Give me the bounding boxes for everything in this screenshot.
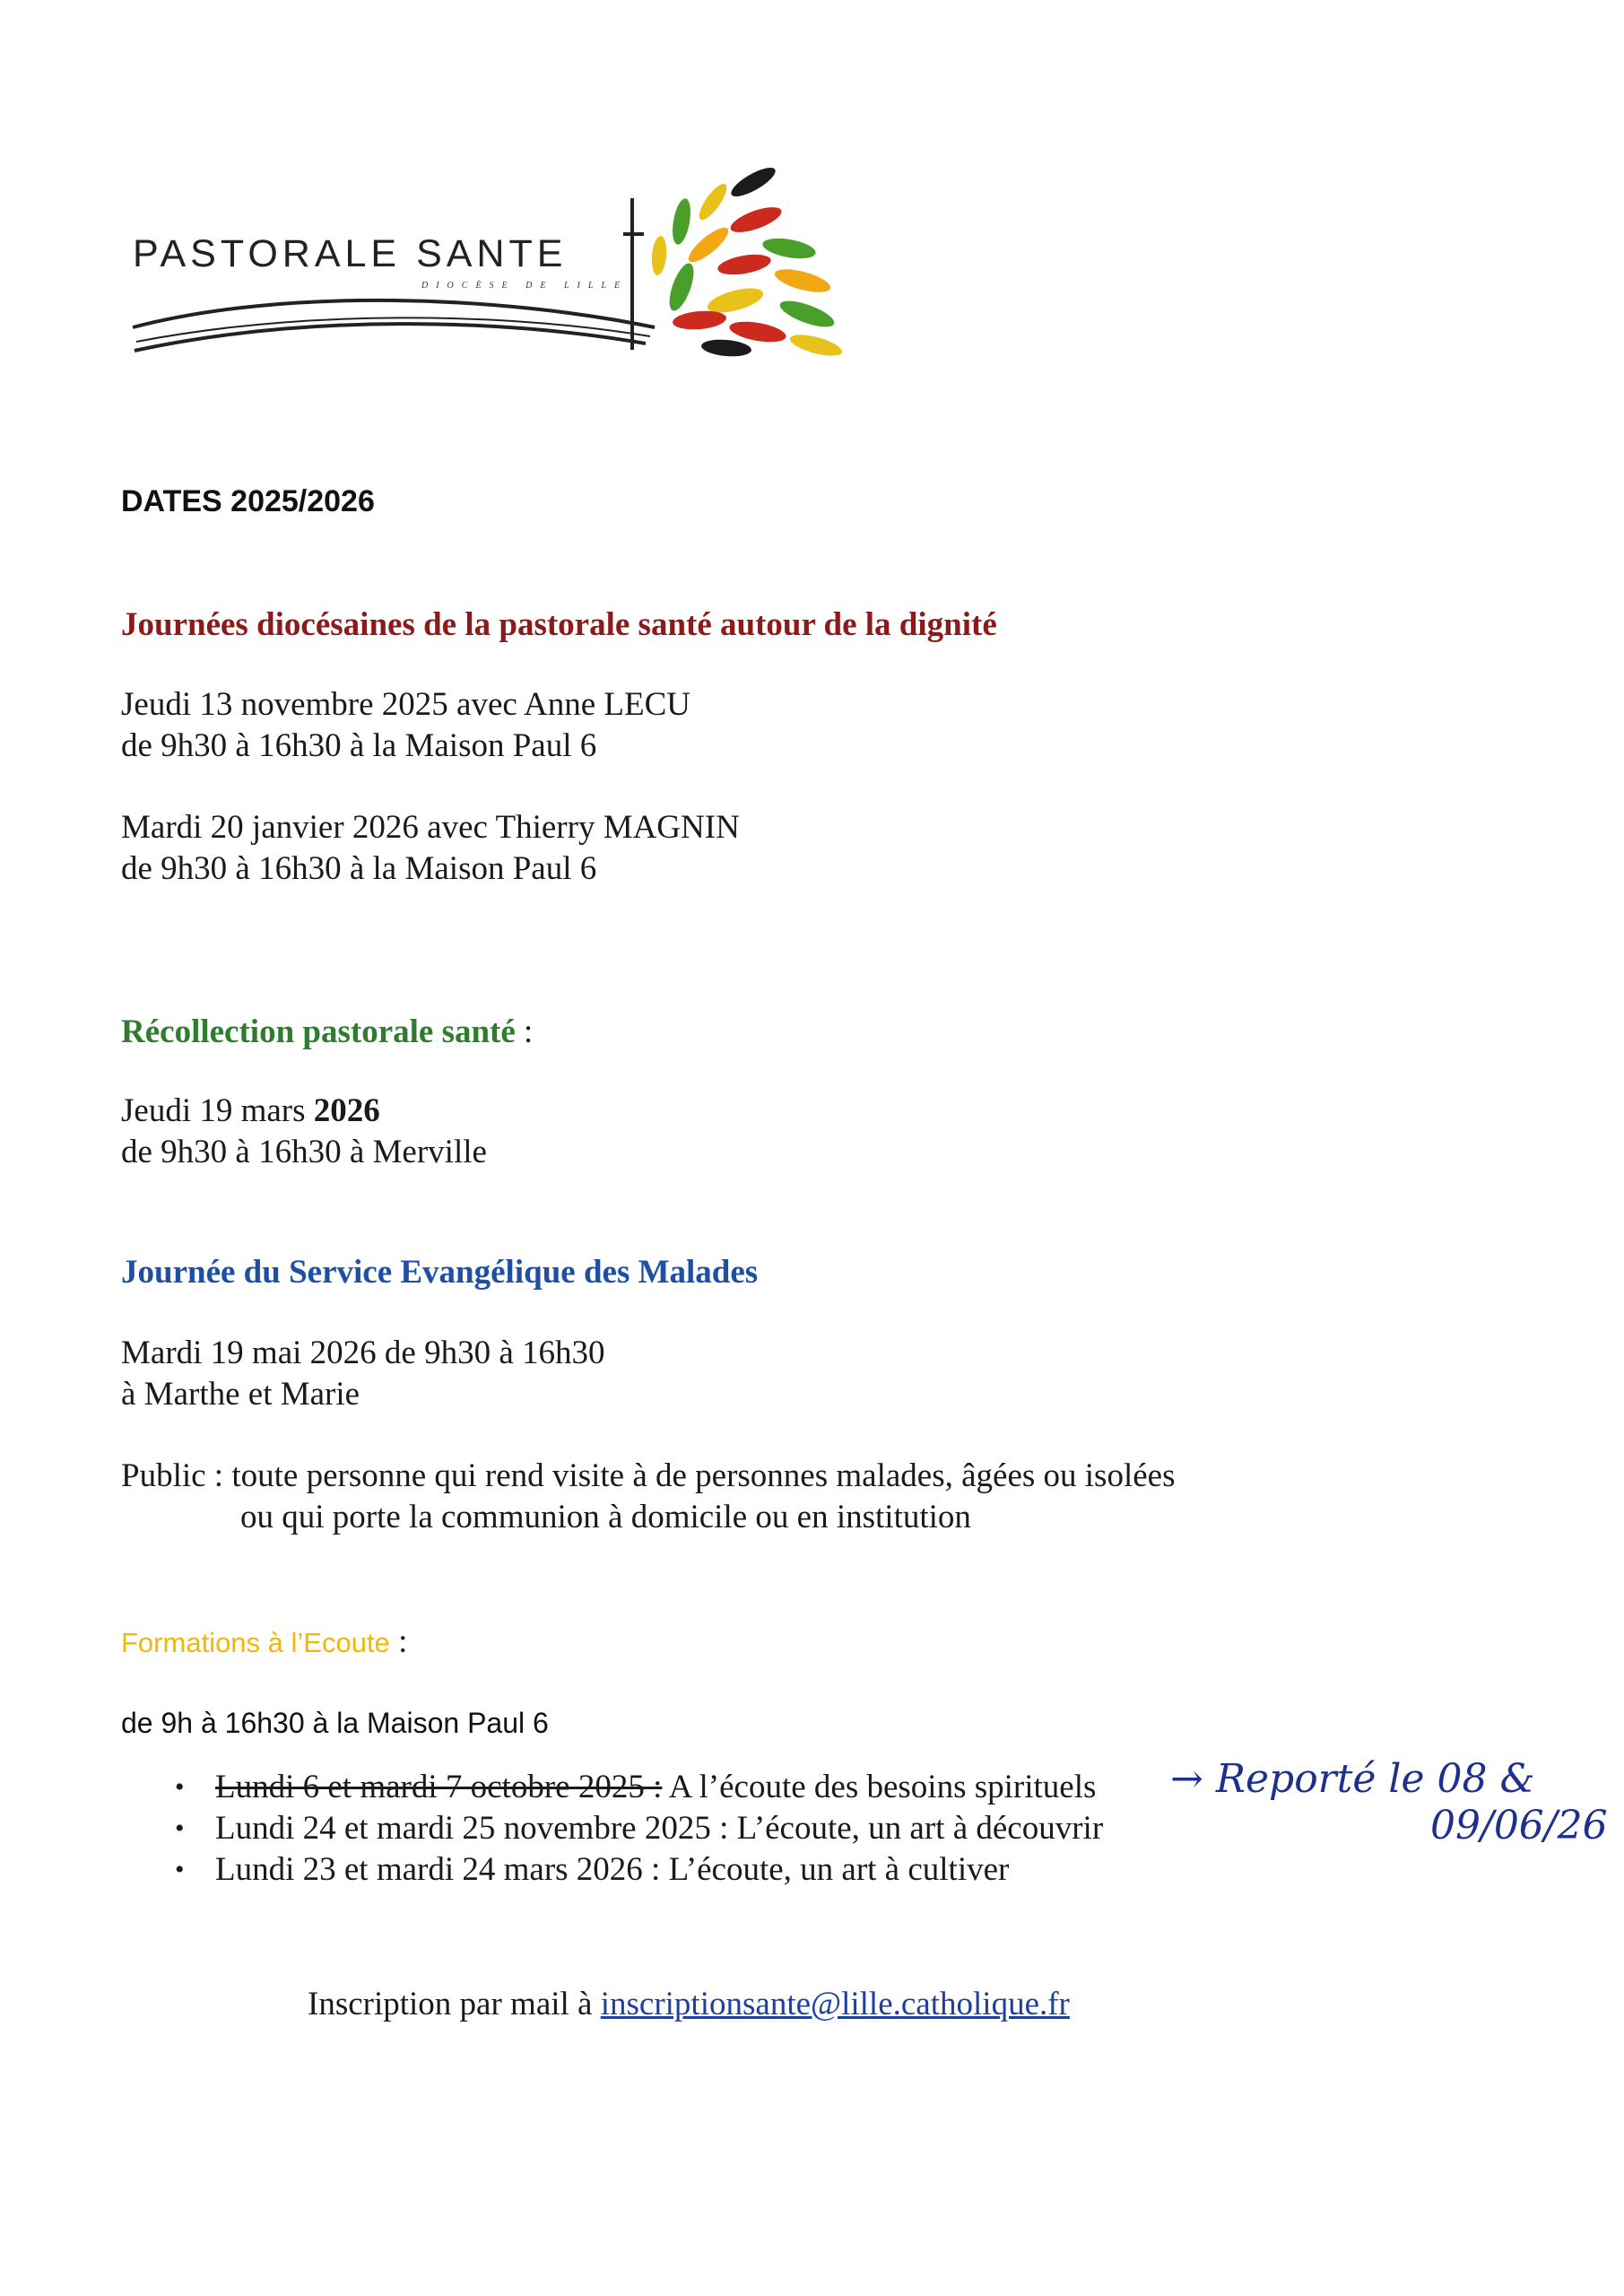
formations-item-1-text: A l’écoute des besoins spirituels [662,1769,1097,1805]
logo-cross [623,198,644,350]
footer-prefix: Inscription par mail à [308,1986,601,2022]
leaf-9 [664,260,699,313]
formations-list [175,1767,1103,1891]
logo-swoosh-bottom [135,324,646,351]
journees-event2-line1: Mardi 20 janvier 2026 avec Thierry MAGNIN [121,809,740,846]
section-sem-heading: Journée du Service Evangélique des Malades [121,1254,759,1291]
recollection-year: 2026 [313,1092,380,1129]
leaf-8 [773,265,833,297]
formations-item-1 [215,1767,1103,1808]
journees-event1-line1: Jeudi 13 novembre 2025 avec Anne LECU [121,686,691,723]
formations-item-2-text: Lundi 24 et mardi 25 novembre 2025 : L’écoute, un art à découvrir [215,1810,1104,1847]
logo-title: PASTORALE SANTE [133,232,568,275]
sem-public-label: Public : [121,1457,232,1494]
sem-public-line2: ou qui porte la communion à domicile ou en institution [240,1499,971,1535]
leaf-2 [695,180,732,223]
formations-item-3-text: Lundi 23 et mardi 24 mars 2026 : L’écoute, un art à cultiver [215,1851,1010,1888]
handwritten-note-line2: 09/06/26 [1430,1803,1608,1848]
sem-line2: à Marthe et Marie [121,1376,360,1413]
logo-graphic [126,166,861,372]
section-recollection-heading [121,1012,533,1053]
section-journees-heading: Journées diocésaines de la pastorale santé autour de la dignité [121,606,997,643]
section-formations-heading [121,1622,407,1663]
footer-inscription [308,1984,1070,2025]
formations-item-3 [215,1849,1103,1891]
sem-line1: Mardi 19 mai 2026 de 9h30 à 16h30 [121,1335,605,1371]
recollection-line1 [121,1091,380,1132]
handwritten-note-line1: → Reporté le 08 & [1170,1756,1535,1802]
leaf-16 [650,235,668,275]
journees-event1-line2: de 9h30 à 16h30 à la Maison Paul 6 [121,727,597,764]
sem-public-line1 [121,1456,1175,1497]
leaf-3 [670,197,694,246]
leaf-15 [700,338,751,359]
logo-leaves [650,166,844,360]
leaf-5 [684,222,733,267]
leaf-4 [727,202,784,237]
journees-event2-line2: de 9h30 à 16h30 à la Maison Paul 6 [121,850,597,887]
leaf-7 [716,251,773,278]
leaf-1 [727,166,778,202]
recollection-heading-suffix: : [515,1013,534,1050]
formations-schedule: de 9h à 16h30 à la Maison Paul 6 [121,1707,549,1739]
formations-item-1-struck: Lundi 6 et mardi 7 octobre 2025 : [215,1769,663,1805]
logo-subtitle: DIOCÈSE DE LILLE [421,281,629,291]
formations-heading-text: Formations à l’Ecoute [121,1627,390,1658]
leaf-14 [788,331,845,361]
formations-item-2 [215,1808,1103,1849]
formations-heading-suffix: : [389,1623,408,1660]
logo [126,166,861,372]
email-link[interactable]: inscriptionsante@lille.catholique.fr [600,1986,1070,2022]
leaf-11 [777,296,838,333]
sem-public-text1: toute personne qui rend visite à de personnes malades, âgées ou isolées [231,1457,1176,1494]
recollection-heading-text: Récollection pastorale santé [121,1013,516,1050]
page-title: DATES 2025/2026 [121,484,375,518]
recollection-line2: de 9h30 à 16h30 à Merville [121,1134,487,1170]
recollection-date: Jeudi 19 mars [121,1092,314,1129]
